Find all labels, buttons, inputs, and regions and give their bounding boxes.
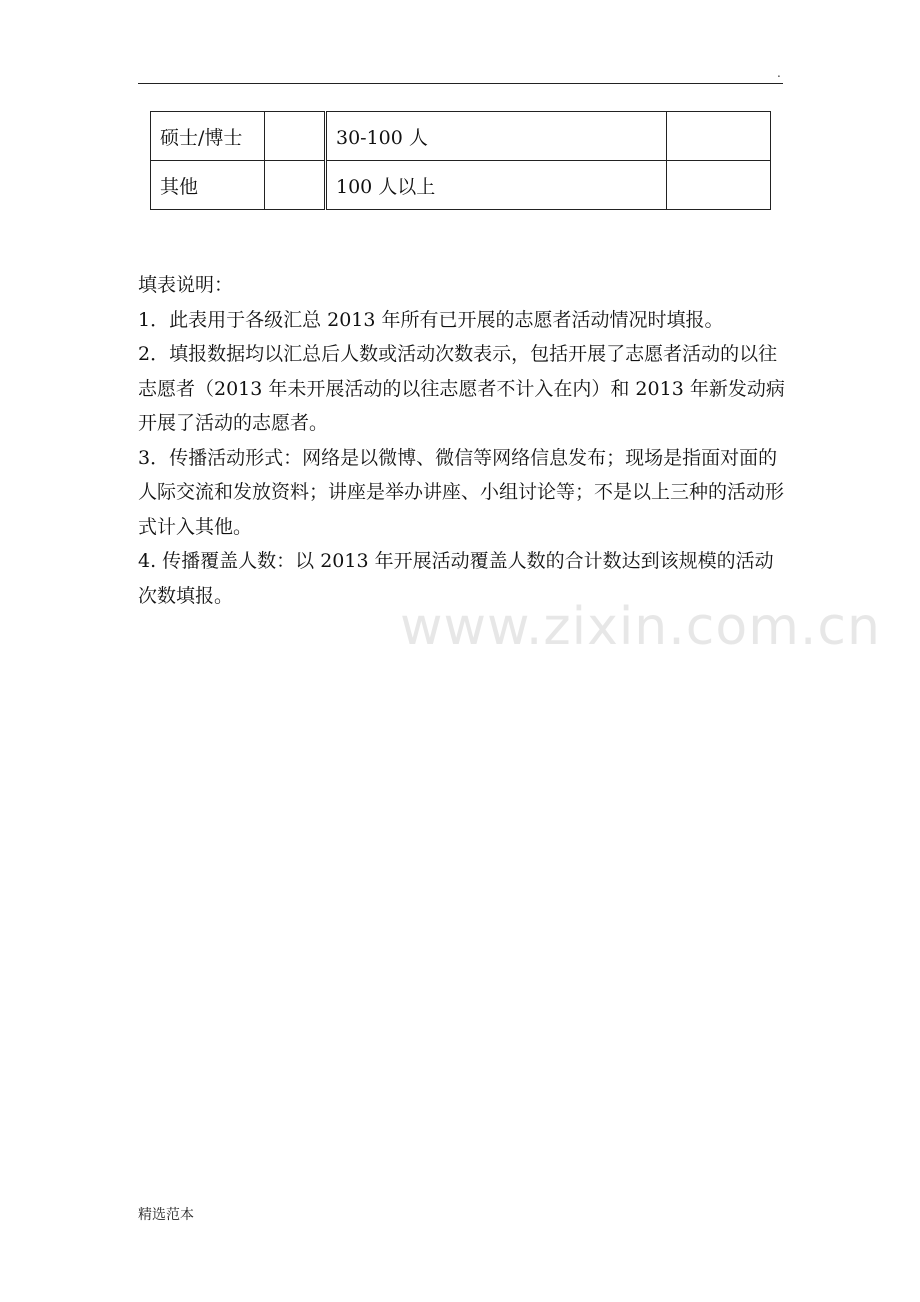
instruction-item-3: 3．传播活动形式：网络是以微博、微信等网络信息发布；现场是指面对面的人际交流和发放资料；讲座是举办讲座、小组讨论等；不是以上三种的活动形式计入其他。 bbox=[138, 446, 785, 538]
table-cell-range: 100 人以上 bbox=[326, 161, 667, 210]
instruction-item-2: 2．填报数据均以汇总后人数或活动次数表示，包括开展了志愿者活动的以往志愿者（2013 年未开展活动的以往志愿者不计入在内）和 2013 年新发动病开展了活动的志愿者。 bbox=[138, 343, 785, 434]
instructions-section bbox=[138, 268, 788, 613]
stats-table bbox=[150, 111, 771, 210]
table-row bbox=[151, 161, 771, 210]
table-cell-empty bbox=[265, 161, 326, 210]
footer-label: 精选范本 bbox=[138, 1207, 194, 1223]
table-cell-range: 30-100 人 bbox=[326, 112, 667, 161]
table-row bbox=[151, 112, 771, 161]
instruction-item-1: 1．此表用于各级汇总 2013 年所有已开展的志愿者活动情况时填报。 bbox=[138, 308, 724, 331]
instruction-item-4: 4. 传播覆盖人数：以 2013 年开展活动覆盖人数的合计数达到该规模的活动次数填报。 bbox=[138, 550, 774, 607]
table-cell-category: 硕士/博士 bbox=[151, 112, 265, 161]
header-dot: . bbox=[777, 66, 781, 80]
table-cell-empty bbox=[265, 112, 326, 161]
table-cell-empty bbox=[667, 161, 771, 210]
header-rule bbox=[138, 83, 783, 84]
table-cell-category: 其他 bbox=[151, 161, 265, 210]
instructions-title: 填表说明： bbox=[138, 274, 234, 296]
watermark: www.zixin.com.cn bbox=[400, 597, 881, 657]
table-cell-empty bbox=[667, 112, 771, 161]
